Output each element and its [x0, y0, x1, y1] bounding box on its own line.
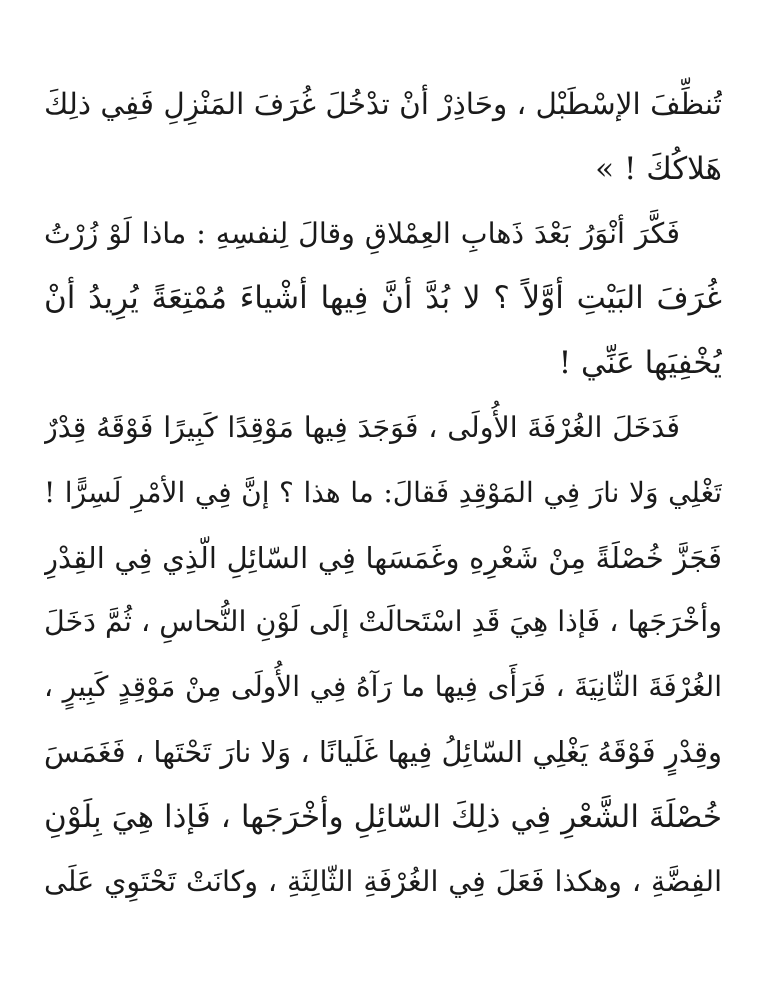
text-line-10: الغُرْفَةَ الثّانِيَةَ ، فَرَأَى فِيها ما رَآهُ فِي الأُولَى مِنْ مَوْقِدٍ كَبِيرٍ ،	[44, 670, 722, 704]
text-line-2: هَلاكُكَ ! »	[595, 150, 722, 187]
text-line-7: تَغْلِي وَلا نارَ فِي المَوْقِدِ فَقالَ: ما هذا ؟ إنَّ فِي الأمْرِ لَسِرًّا !	[44, 475, 722, 509]
text-line-4: غُرَفَ البَيْتِ أوَّلاً ؟ لا بُدَّ أنَّ فِيها أشْياءَ مُمْتِعَةً يُرِيدُ أنْ	[44, 280, 722, 317]
text-line-11: وقِدْرٍ فَوْقَهُ يَغْلِي السّائِلُ فِيها غَلَيانًا ، وَلا نارَ تَحْتَها ، فَغَمَسَ	[44, 734, 722, 769]
text-line-3: فَكَّرَ أنْوَرُ بَعْدَ ذَهابِ العِمْلاقِ وقالَ لِنفسِهِ : ماذا لَوْ زُرْتُ	[44, 216, 680, 250]
text-line-6: فَدَخَلَ الغُرْفَةَ الأُولَى ، فَوَجَدَ فِيها مَوْقِدًا كَبِيرًا فَوْقَهُ قِدْرٌ	[44, 410, 680, 444]
text-line-8: فَجَزَّ خُصْلَةً مِنْ شَعْرِهِ وغَمَسَها فِي السّائِلِ الّذِي فِي القِدْرِ	[44, 540, 722, 575]
text-line-5: يُخْفِيَها عَنِّي !	[558, 345, 722, 382]
text-line-9: وأخْرَجَها ، فَإذا هِيَ قَدِ اسْتَحالَتْ إلَى لَوْنِ النُّحاسِ ، ثُمَّ دَخَلَ	[44, 605, 722, 639]
text-line-1: تُنظِّفَ الإسْطَبْل ، وحَاذِرْ أنْ تدْخُلَ غُرَفَ المَنْزِلِ فَفِي ذلِكَ	[44, 87, 722, 121]
text-line-13: الفِضَّةِ ، وهكذا فَعَلَ فِي الغُرْفَةِ الثّالِثَةِ ، وكانَتْ تَحْتَوِي عَلَى	[44, 864, 722, 898]
body-text	[44, 72, 722, 914]
text-line-12: خُصْلَةَ الشَّعْرِ فِي ذلِكَ السّائِلِ وأخْرَجَها ، فَإذا هِيَ بِلَوْنِ	[44, 798, 722, 835]
